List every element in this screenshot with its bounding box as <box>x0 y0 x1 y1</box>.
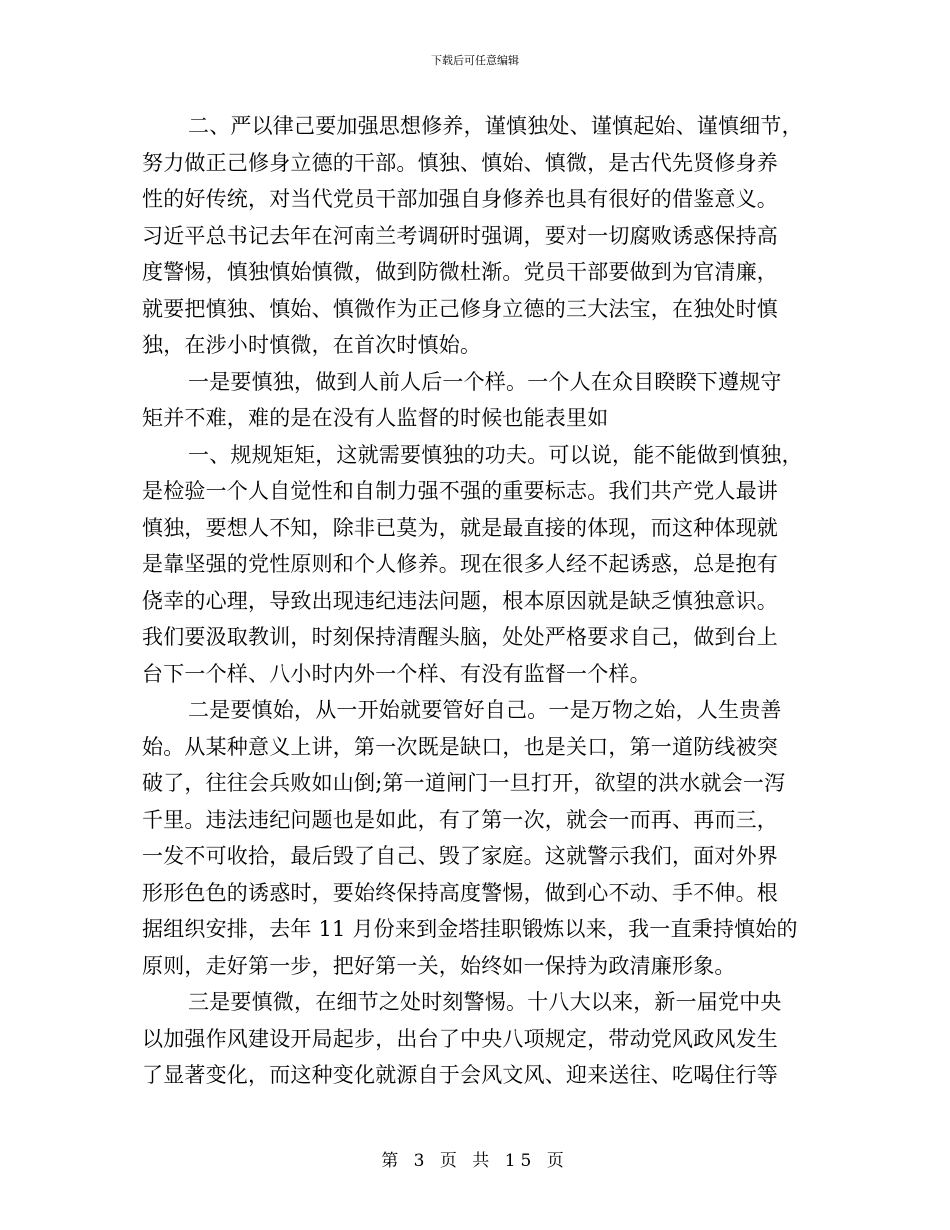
text-line: 一是要慎独，做到人前人后一个样。一个人在众目睽睽下遵规守 <box>188 369 782 394</box>
text-line: 一、规规矩矩，这就需要慎独的功夫。可以说，能不能做到慎独， <box>188 442 803 467</box>
document-body <box>142 108 810 1094</box>
text-line: 破了，往往会兵败如山倒;第一道闸门一旦打开，欲望的洪水就会一泻 <box>142 771 786 795</box>
text-line: 二、严以律己要加强思想修养，谨慎独处、谨慎起始、谨慎细节， <box>188 114 803 138</box>
text-line: 原则，走好第一步，把好第一关，始终如一保持为政清廉形象。 <box>142 953 736 978</box>
text-line: 就要把慎独、慎始、慎微作为正己修身立德的三大法宝，在独处时慎 <box>142 296 778 321</box>
text-line: 习近平总书记去年在河南兰考调研时强调，要对一切腐败诱惑保持高 <box>142 223 778 248</box>
text-line: 一发不可收拾，最后毁了自己、毁了家庭。这就警示我们，面对外界 <box>142 844 778 868</box>
text-line: 了显著变化，而这种变化就源自于会风文风、迎来送往、吃喝住行等 <box>142 1063 778 1087</box>
text-line: 千里。违法违纪问题也是如此，有了第一次，就会一而再、再而三， <box>142 807 778 832</box>
text-line: 台下一个样、八小时内外一个样、有没有监督一个样。 <box>142 661 651 686</box>
text-line: 努力做正己修身立德的干部。慎独、慎始、慎微，是古代先贤修身养 <box>142 150 778 175</box>
text-line: 矩并不难，难的是在没有人监督的时候也能表里如 <box>142 406 609 430</box>
text-line: 始。从某种意义上讲，第一次既是缺口，也是关口，第一道防线被突 <box>142 734 778 759</box>
text-line: 度警惕，慎独慎始慎微，做到防微杜渐。党员干部要做到为官清廉， <box>142 260 778 284</box>
text-line: 慎独，要想人不知，除非已莫为，就是最直接的体现，而这种体现就 <box>142 515 778 540</box>
text-line: 是检验一个人自觉性和自制力强不强的重要标志。我们共产党人最讲 <box>142 479 778 503</box>
text-line: 性的好传统，对当代党员干部加强自身修养也具有很好的借鉴意义。 <box>142 187 778 211</box>
text-line: 独，在涉小时慎微，在首次时慎始。 <box>142 333 482 357</box>
text-line: 三是要慎微，在细节之处时刻警惕。十八大以来，新一届党中央 <box>188 990 782 1014</box>
page-number-footer: 第 3 页 共 15 页 <box>381 1151 569 1171</box>
text-line: 二是要慎始，从一开始就要管好自己。一是万物之始，人生贵善 <box>188 698 782 722</box>
text-line: 侥幸的心理，导致出现违纪违法问题，根本原因就是缺乏慎独意识。 <box>142 588 778 613</box>
text-line: 据组织安排，去年 11 月份来到金塔挂职锻炼以来，我一直秉持慎始的 <box>142 917 798 941</box>
text-line: 以加强作风建设开局起步，出台了中央八项规定，带动党风政风发生 <box>142 1026 778 1051</box>
text-line: 形形色色的诱惑时，要始终保持高度警惕，做到心不动、手不伸。根 <box>142 880 778 905</box>
page-header: 下载后可任意编辑 <box>431 54 519 67</box>
text-line: 是靠坚强的党性原则和个人修养。现在很多人经不起诱惑，总是抱有 <box>142 552 778 576</box>
text-line: 我们要汲取教训，时刻保持清醒头脑，处处严格要求自己，做到台上 <box>142 625 778 649</box>
